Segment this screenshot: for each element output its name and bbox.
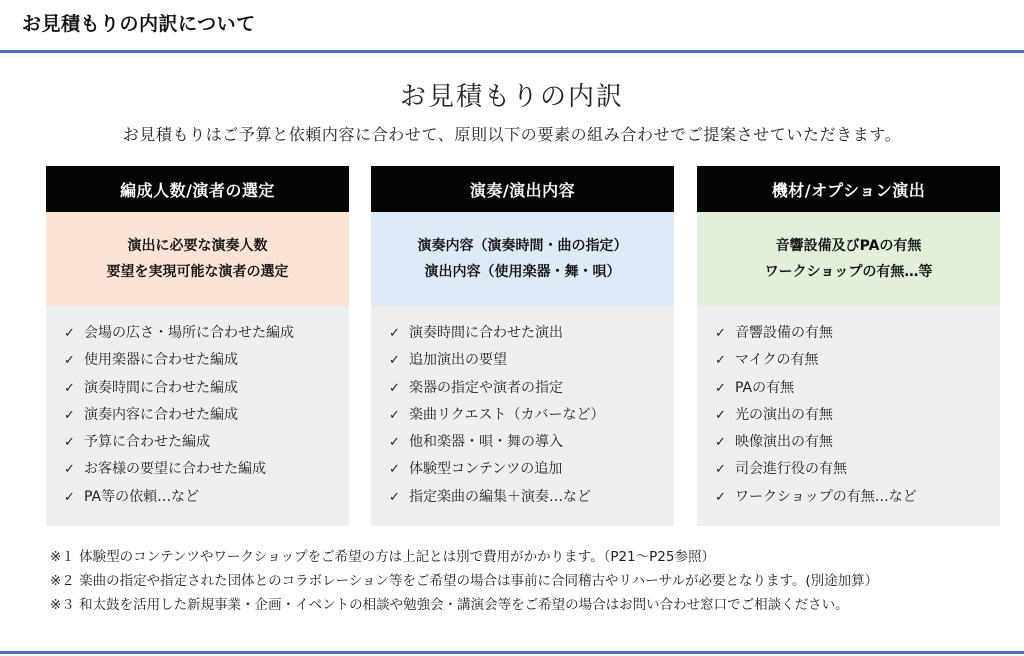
- column-heading: 機材/オプション演出: [697, 166, 1000, 212]
- list-item-label: ワークショップの有無…など: [735, 488, 917, 505]
- list-item-label: 司会進行役の有無: [735, 461, 847, 478]
- list-item: [64, 347, 349, 374]
- footer-divider: [0, 651, 1024, 654]
- column-item-list: [697, 306, 1000, 526]
- header-divider: [0, 50, 1024, 53]
- check-icon: ✓: [64, 326, 75, 341]
- list-item: [389, 320, 674, 347]
- check-icon: ✓: [389, 407, 400, 423]
- list-item: [389, 429, 674, 456]
- estimate-columns: [46, 166, 1000, 526]
- column-item-list: [46, 306, 349, 526]
- list-item-label: 音響設備の有無: [735, 325, 833, 341]
- check-icon: ✓: [64, 489, 75, 505]
- column-item-list: [371, 306, 674, 526]
- list-item: [64, 429, 349, 456]
- list-item: [64, 484, 349, 511]
- summary-line: 音響設備及びPAの有無: [775, 238, 922, 254]
- list-item-label: 楽器の指定や演者の指定: [409, 379, 563, 396]
- list-item-label: PA等の依頼…など: [84, 488, 200, 505]
- list-item: [389, 402, 674, 429]
- summary-line: ワークショップの有無…等: [764, 264, 933, 280]
- list-item-label: 指定楽曲の編集＋演奏…など: [409, 488, 591, 505]
- list-item: [715, 375, 1000, 402]
- list-item: [389, 375, 674, 402]
- list-item-label: 会場の広さ・場所に合わせた編成: [84, 325, 294, 341]
- list-item-label: 演奏内容に合わせた編成: [84, 406, 238, 423]
- summary-line: 演出に必要な演奏人数: [127, 238, 268, 254]
- check-icon: ✓: [389, 435, 400, 451]
- list-item-label: 演奏時間に合わせた編成: [84, 379, 238, 396]
- list-item: [715, 429, 1000, 456]
- list-item: [389, 347, 674, 374]
- list-item: [389, 456, 674, 483]
- list-item: [715, 402, 1000, 429]
- check-icon: ✓: [715, 462, 726, 478]
- page-header: [0, 0, 1024, 52]
- check-icon: ✓: [715, 407, 726, 423]
- list-item: [715, 320, 1000, 347]
- list-item-label: 追加演出の要望: [409, 352, 507, 369]
- list-item: [64, 456, 349, 483]
- summary-line: 演出内容（使用楽器・舞・唄）: [424, 264, 621, 280]
- list-item-label: 演奏時間に合わせた演出: [409, 325, 563, 341]
- column-heading: 編成人数/演者の選定: [46, 166, 349, 212]
- check-icon: ✓: [715, 380, 726, 396]
- header-title: お見積もりの内訳について: [22, 13, 256, 35]
- check-icon: ✓: [64, 407, 75, 423]
- list-item: [389, 484, 674, 511]
- list-item-label: お客様の要望に合わせた編成: [84, 461, 266, 478]
- footnote: ※３ 和太鼓を活用した新規事業・企画・イベントの相談や勉強会・講演会等をご希望の場合はお問い合わせ窓口でご相談ください。: [50, 597, 849, 613]
- column-summary: [697, 212, 1000, 306]
- summary-line: 要望を実現可能な演者の選定: [106, 264, 289, 280]
- list-item-label: 使用楽器に合わせた編成: [84, 352, 238, 369]
- check-icon: ✓: [64, 435, 75, 451]
- column-heading: 演奏/演出内容: [371, 166, 674, 212]
- list-item: [64, 402, 349, 429]
- check-icon: ✓: [715, 435, 726, 451]
- list-item-label: PAの有無: [735, 379, 795, 396]
- list-item-label: 他和楽器・唄・舞の導入: [409, 434, 563, 451]
- list-item: [715, 456, 1000, 483]
- list-item-label: 体験型コンテンツの追加: [409, 461, 563, 478]
- summary-line: 演奏内容（演奏時間・曲の指定）: [417, 238, 628, 254]
- check-icon: ✓: [389, 326, 400, 341]
- footnotes: [50, 545, 1010, 617]
- list-item-label: 光の演出の有無: [735, 406, 833, 423]
- list-item: [715, 347, 1000, 374]
- check-icon: ✓: [389, 353, 400, 369]
- list-item-label: マイクの有無: [735, 352, 819, 369]
- footnote: ※１ 体験型のコンテンツやワークショップをご希望の方は上記とは別で費用がかかります。（P21〜P25参照）: [50, 549, 715, 565]
- list-item: [64, 320, 349, 347]
- footnote: ※２ 楽曲の指定や指定された団体とのコラボレーション等をご希望の場合は事前に合同稽古やリハーサルが必要となります。(別途加算）: [50, 573, 879, 589]
- page-title: お見積もりの内訳: [399, 82, 624, 112]
- check-icon: ✓: [64, 353, 75, 369]
- column-summary: [371, 212, 674, 306]
- check-icon: ✓: [389, 489, 400, 505]
- check-icon: ✓: [715, 489, 726, 505]
- column-ensemble: [46, 166, 349, 526]
- column-performance: [371, 166, 674, 526]
- column-equipment: [697, 166, 1000, 526]
- page-subtitle: お見積もりはご予算と依頼内容に合わせて、原則以下の要素の組み合わせでご提案させていただきます。: [122, 125, 902, 144]
- check-icon: ✓: [64, 380, 75, 396]
- column-summary: [46, 212, 349, 306]
- list-item-label: 予算に合わせた編成: [84, 434, 210, 451]
- check-icon: ✓: [389, 380, 400, 396]
- list-item: [64, 375, 349, 402]
- check-icon: ✓: [715, 353, 726, 369]
- check-icon: ✓: [715, 326, 726, 341]
- list-item: [715, 484, 1000, 511]
- list-item-label: 映像演出の有無: [735, 434, 833, 451]
- check-icon: ✓: [64, 462, 75, 478]
- list-item-label: 楽曲リクエスト（カバーなど）: [409, 406, 605, 423]
- check-icon: ✓: [389, 462, 400, 478]
